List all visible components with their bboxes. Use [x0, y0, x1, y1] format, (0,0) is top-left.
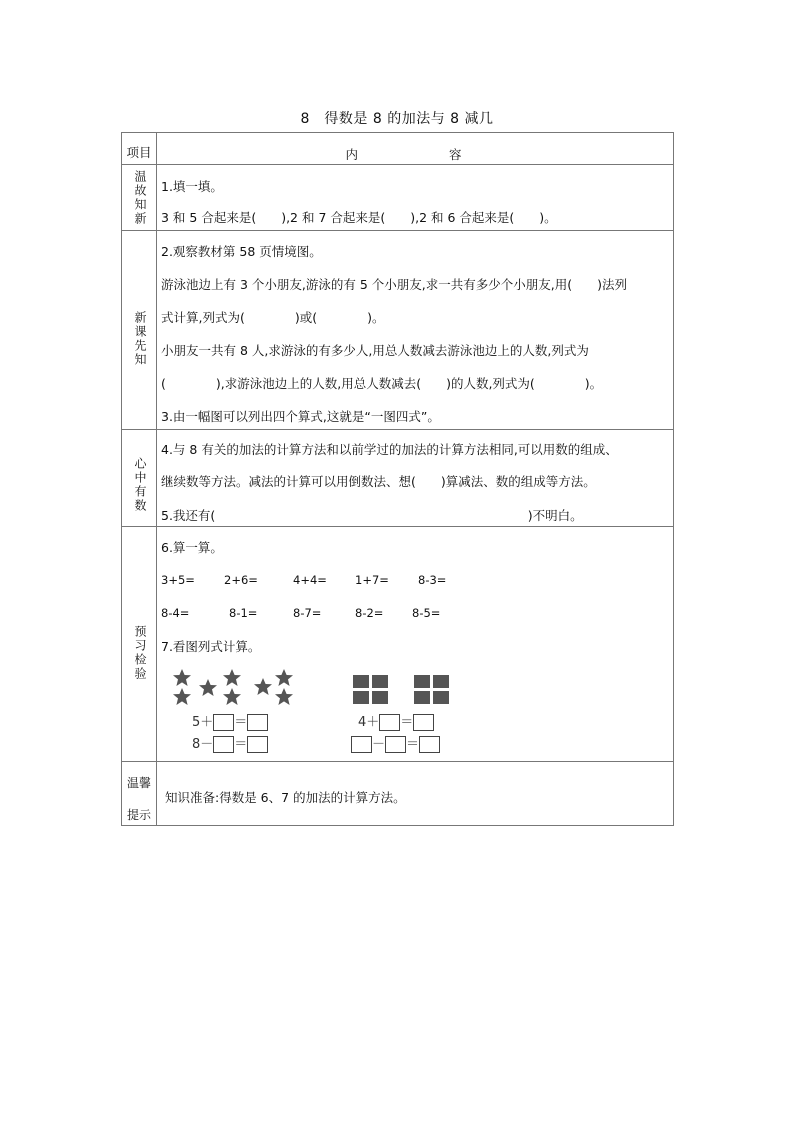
star-icon [254, 678, 272, 695]
exercise-item: 8-3= [418, 573, 447, 587]
answer-box[interactable] [419, 736, 440, 753]
square-block-icon [414, 691, 430, 704]
square-block-icon [353, 675, 369, 688]
row-divider [122, 164, 673, 165]
check-q7: 7.看图列式计算。 [161, 639, 261, 654]
column-divider [156, 133, 157, 825]
answer-box[interactable] [247, 714, 268, 731]
row-divider [122, 230, 673, 231]
equation-right-1: 4＋ ＝ [358, 711, 434, 731]
header-content: 内 容 [345, 147, 484, 162]
equation-right-2: － ＝ [351, 733, 440, 753]
star-icon [275, 688, 293, 705]
answer-box[interactable] [213, 736, 234, 753]
page-title: 8 得数是 8 的加法与 8 减几 [300, 111, 494, 127]
label-review: 温故知新 [133, 170, 147, 226]
star-icon [275, 669, 293, 686]
exercise-item: 2+6= [224, 573, 258, 587]
preview-line-5: ( ),求游泳池边上的人数,用总人数减去( )的人数,列式为( )。 [161, 376, 603, 391]
review-line-2: 3 和 5 合起来是( ),2 和 7 合起来是( ),2 和 6 合起来是( )。 [161, 210, 557, 225]
star-icon [199, 679, 217, 696]
preview-line-6: 3.由一幅图可以列出四个算式,这就是“一图四式”。 [161, 409, 440, 424]
exercise-item: 1+7= [355, 573, 389, 587]
answer-box[interactable] [379, 714, 400, 731]
answer-box[interactable] [413, 714, 434, 731]
star-icon [173, 688, 191, 705]
exercise-item: 8-5= [412, 606, 441, 620]
mind-line-2: 继续数等方法。减法的计算可以用倒数法、想( )算减法、数的组成等方法。 [161, 474, 596, 489]
equation-left-2: 8－ ＝ [192, 733, 268, 753]
mind-line-1: 4.与 8 有关的加法的计算方法和以前学过的加法的计算方法相同,可以用数的组成、 [161, 442, 618, 457]
star-icon [173, 669, 191, 686]
lesson-table [121, 132, 674, 826]
square-block-icon [353, 691, 369, 704]
preview-line-4: 小朋友一共有 8 人,求游泳的有多少人,用总人数减去游泳池边上的人数,列式为 [161, 343, 589, 358]
square-block-icon [414, 675, 430, 688]
exercise-item: 4+4= [293, 573, 327, 587]
answer-box[interactable] [213, 714, 234, 731]
star-icon [223, 688, 241, 705]
answer-box[interactable] [385, 736, 406, 753]
star-group [167, 667, 307, 709]
preview-line-1: 2.观察教材第 58 页情境图。 [161, 244, 322, 259]
mind-line-3: 5.我还有( )不明白。 [161, 508, 583, 523]
exercise-item: 3+5= [161, 573, 195, 587]
exercise-item: 8-7= [293, 606, 322, 620]
answer-box[interactable] [351, 736, 372, 753]
row-divider [122, 526, 673, 527]
exercise-item: 8-2= [355, 606, 384, 620]
label-mind: 心中有数 [133, 457, 147, 513]
label-check: 预习检验 [133, 625, 147, 681]
preview-line-2: 游泳池边上有 3 个小朋友,游泳的有 5 个小朋友,求一共有多少个小朋友,用( )法列 [161, 277, 627, 292]
label-tip-bottom: 提示 [126, 808, 151, 822]
square-block-icon [433, 691, 449, 704]
exercise-item: 8-1= [229, 606, 258, 620]
square-block-icon [372, 691, 388, 704]
preview-line-3: 式计算,列式为( )或( )。 [161, 310, 385, 325]
square-block-icon [372, 675, 388, 688]
equation-left-1: 5＋ ＝ [192, 711, 268, 731]
row-divider [122, 761, 673, 762]
star-icon [223, 669, 241, 686]
label-preview: 新课先知 [133, 311, 147, 367]
tip-text: 知识准备:得数是 6、7 的加法的计算方法。 [165, 790, 406, 805]
row-divider [122, 429, 673, 430]
square-block-icon [433, 675, 449, 688]
check-q6: 6.算一算。 [161, 540, 223, 555]
review-line-1: 1.填一填。 [161, 179, 223, 194]
answer-box[interactable] [247, 736, 268, 753]
exercise-item: 8-4= [161, 606, 190, 620]
square-group [353, 675, 453, 707]
header-item: 项目 [126, 145, 152, 160]
label-tip-top: 温馨 [126, 776, 151, 790]
